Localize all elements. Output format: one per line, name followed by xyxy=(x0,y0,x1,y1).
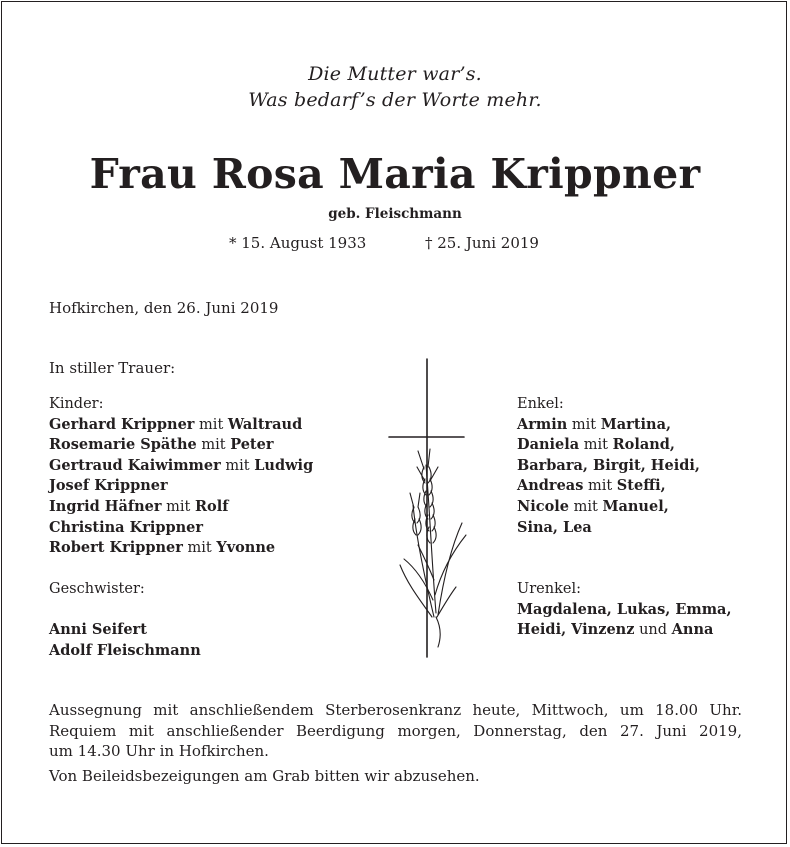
place-date: Hofkirchen, den 26. Juni 2019 xyxy=(49,299,279,317)
motto-line-1: Die Mutter war’s. xyxy=(308,63,482,85)
list-item: Andreas mit Steffi, xyxy=(517,477,666,495)
list-item: Magdalena, Lukas, Emma, xyxy=(517,600,732,618)
list-item: Armin mit Martina, xyxy=(517,415,672,433)
list-item: Robert Krippner mit Yvonne xyxy=(49,539,276,557)
great-grandchildren-list xyxy=(517,579,732,641)
siblings-heading: Geschwister: xyxy=(49,581,145,597)
list-item: Adolf Fleischmann xyxy=(49,641,201,659)
list-item: Anni Seifert xyxy=(49,621,147,639)
condolence-note: Von Beileidsbezeigungen am Grab bitten wir abzusehen. xyxy=(49,766,480,785)
birth-name: geb. Fleischmann xyxy=(328,206,462,222)
list-item: Josef Krippner xyxy=(49,477,168,495)
grandchildren-list xyxy=(517,394,700,538)
list-item: Sina, Lea xyxy=(517,518,592,536)
grandchildren-heading: Enkel: xyxy=(517,396,564,412)
list-item: Daniela mit Roland, xyxy=(517,436,675,454)
list-item: Heidi, Vinzenz und Anna xyxy=(517,621,714,639)
children-heading: Kinder: xyxy=(49,396,104,412)
list-item: Ingrid Häfner mit Rolf xyxy=(49,497,229,515)
cross-with-wheat-icon xyxy=(380,355,480,665)
siblings-list xyxy=(49,579,201,661)
children-list xyxy=(49,394,313,559)
service-line-3: um 14.30 Uhr in Hofkirchen. xyxy=(49,742,269,760)
list-item: Barbara, Birgit, Heidi, xyxy=(517,456,700,474)
list-item: Nicole mit Manuel, xyxy=(517,497,669,515)
service-line-2: Requiem mit anschließender Beerdigung morgen, Donnerstag, den 27. Juni 2019, xyxy=(49,721,742,740)
deceased-name: Frau Rosa Maria Krippner xyxy=(89,150,701,198)
great-grandchildren-heading: Urenkel: xyxy=(517,581,581,597)
list-item: Rosemarie Späthe mit Peter xyxy=(49,436,274,454)
service-details xyxy=(49,700,742,786)
list-item: Christina Krippner xyxy=(49,518,204,536)
mourning-intro: In stiller Trauer: xyxy=(49,359,176,377)
motto-line-2: Was bedarf’s der Worte mehr. xyxy=(248,89,542,111)
list-item: Gerhard Krippner mit Waltraud xyxy=(49,415,303,433)
service-line-1: Aussegnung mit anschließendem Sterberosenkranz heute, Mittwoch, um 18.00 Uhr. xyxy=(49,701,742,719)
death-date: † 25. Juni 2019 xyxy=(425,234,539,252)
list-item: Gertraud Kaiwimmer mit Ludwig xyxy=(49,456,314,474)
birth-date: * 15. August 1933 xyxy=(229,234,367,252)
